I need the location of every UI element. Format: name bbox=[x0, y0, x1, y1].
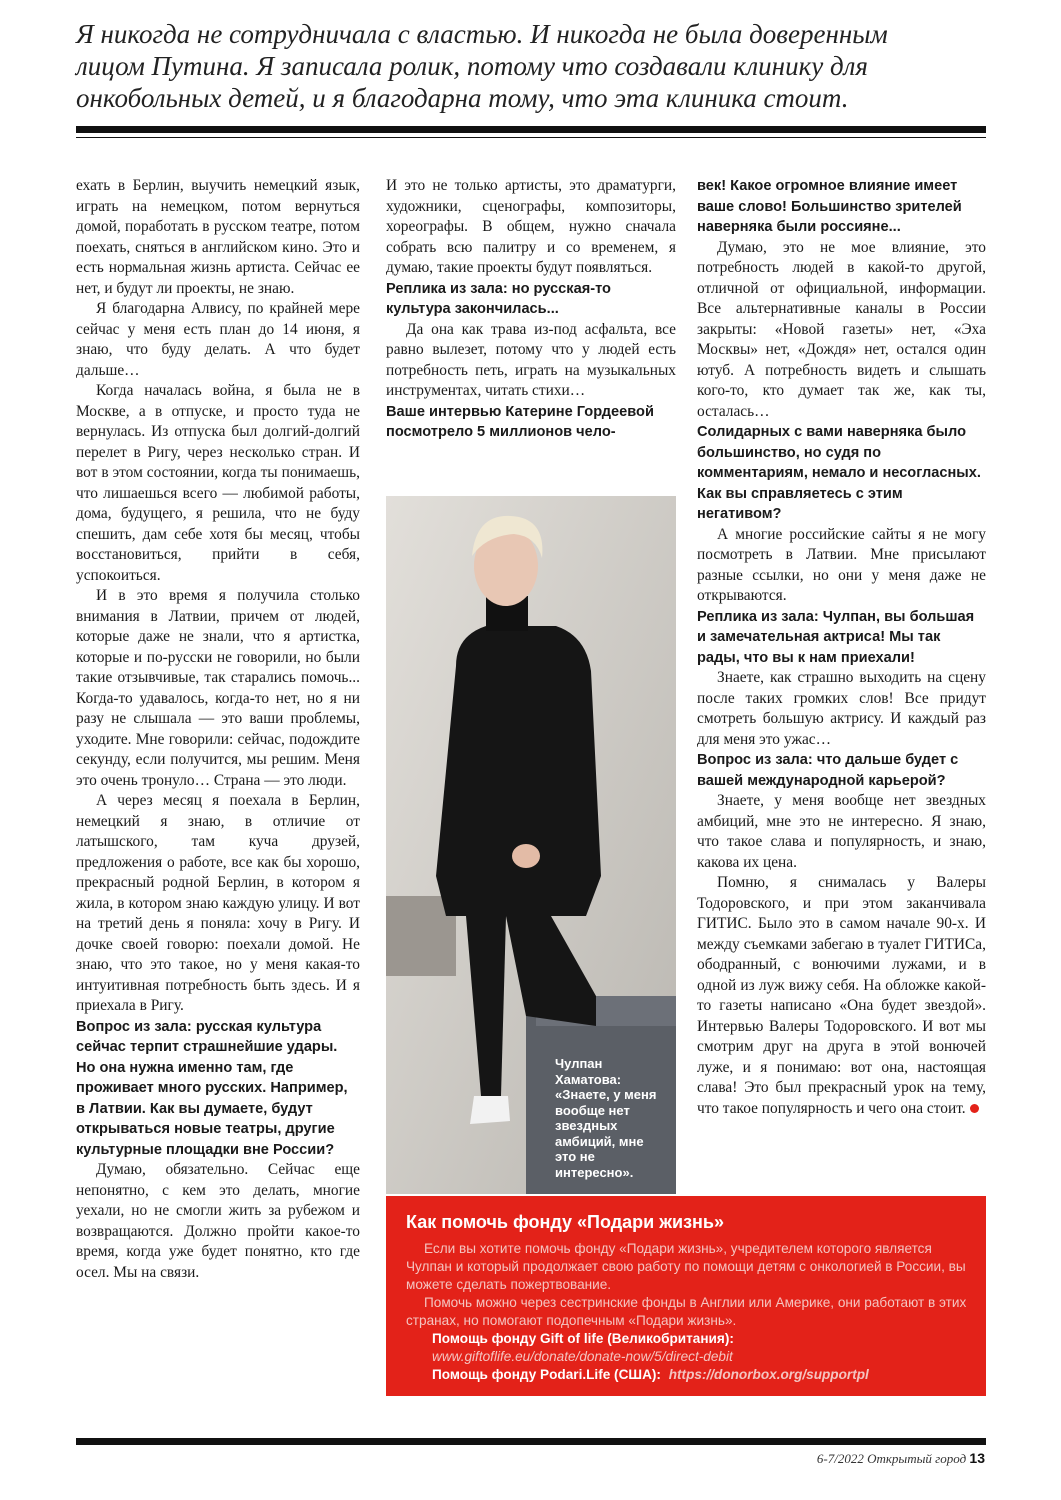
page-footer bbox=[817, 1450, 985, 1467]
donation-link-label-us bbox=[432, 1366, 971, 1384]
body-paragraph: Знаете, как страшно выходить на сцену после таких громких слов! Все придут смотреть большую актрису. И каждый раз для меня это ужас… bbox=[697, 669, 986, 748]
donation-link-uk[interactable]: www.giftoflife.eu/donate/donate-now/5/direct-debit bbox=[432, 1349, 733, 1364]
interview-question: Вопрос из зала: что дальше будет с вашей международной карьерой? bbox=[697, 752, 959, 789]
issue-number: 6-7/2022 bbox=[816, 1451, 864, 1466]
interview-question: Солидарных с вами наверняка было большинство, но судя по комментариям, немало и несогласных. Как вы справляетесь с этим негативом? bbox=[697, 424, 981, 522]
interview-question: Вопрос из зала: русская культура сейчас терпит страшнейшие удары. Но она нужна именно там, где проживает много русских. Например, в Латвии. Как вы думаете, будут открываться новые театры, другие культурные площадки вне России? bbox=[76, 1018, 348, 1158]
donation-text: Помочь можно через сестринские фонды в Англии или Америке, они работают в этих странах, но помогают подопечным «Подари жизнь». bbox=[406, 1295, 967, 1328]
interview-question: Реплика из зала: Чулпан, вы большая и замечательная актриса! Мы так рады, что вы к нам приехали! bbox=[697, 608, 975, 666]
body-paragraph: Когда началась война, я была не в Москве, а в отпуске, и просто туда не вернулась. Из отпуска был долгий-долгий перелет в Ригу, через несколько стран. И вот в этом состоянии, когда ты понимаешь, что лишаешься всего — любимой работы, дома, будущего, я решила, что не буду спешить, дам себе хотя бы месяц, чтобы восстановиться, прийти в себя, успокоиться. bbox=[76, 382, 360, 584]
donation-link-us[interactable]: https://donorbox.org/supportpl bbox=[668, 1367, 869, 1382]
donation-link-label-us-text: Помощь фонду Podari.Life (США): bbox=[432, 1367, 661, 1382]
photo-caption: Чулпан Хаматова: «Знаете, у меня вообще нет звездных амбиций, мне это не интересно». bbox=[555, 1056, 657, 1180]
donation-link-label-uk: Помощь фонду Gift of life (Великобритания): bbox=[432, 1331, 734, 1346]
interview-question: Реплика из зала: но русская-то культура закончилась... bbox=[386, 280, 611, 317]
donation-text: Если вы хотите помочь фонду «Подари жизнь», учредителем которого является Чулпан и который продолжает свою работу по помощи детям с онкологией в России, вы можете сделать пожертвование. bbox=[406, 1241, 966, 1292]
top-rule bbox=[76, 126, 986, 133]
body-paragraph: А через месяц я поехала в Берлин, немецкий я знаю, в отличие от латышского, там куча друзей, предложения о работе, все как бы хорошо, прекрасный родной Берлин, в котором я жила, в котором знаю каждую улицу. И вот на третий день я поняла: хочу в Ригу. И дочке своей говорю: поехали домой. Не знаю, что это такое, но у меня какая-то интуитивная потребность быть здесь. И я приехала в Ригу. bbox=[76, 792, 360, 1014]
bottom-rule bbox=[76, 1438, 986, 1445]
body-paragraph: Думаю, это не мое влияние, это потребность людей в какой-то другой, отличной от официальной, информации. Все альтернативные каналы в России закрыты: «Новой газеты» нет, «Эха Москвы» нет, «Дождя» нет, остался один ютуб. А потребность видеть и слышать кого-то, кто думает так же, как ты, осталась… bbox=[697, 238, 986, 420]
donation-box-body bbox=[406, 1240, 971, 1384]
column-2 bbox=[386, 176, 676, 443]
body-paragraph: А многие российские сайты я не могу посмотреть в Латвии. Мне присылают разные ссылки, но они у меня даже не открываются. bbox=[697, 525, 986, 604]
top-rule-thin bbox=[76, 137, 986, 138]
body-paragraph: И это не только артисты, это драматурги, художники, сценографы, композиторы, хореографы. В общем, нужно сначала собрать всю палитру и со временем, я думаю, такие проекты будут появляться. bbox=[386, 177, 676, 276]
donation-box bbox=[386, 1196, 986, 1396]
end-mark-icon bbox=[970, 1104, 979, 1113]
body-paragraph: Да она как трава из-под асфальта, все равно вылезет, потому что у людей есть потребность петь, играть на музыкальных инструментах, читать стихи… bbox=[386, 320, 676, 399]
body-paragraph: Знаете, у меня вообще нет звездных амбиций, мне это не интересно. Я знаю, что такое слава и популярность, и знаю, какова их цена. bbox=[697, 792, 986, 871]
body-paragraph: Я благодарна Алвису, по крайней мере сейчас у меня есть план до 14 июня, я знаю, что буду делать. А что будет дальше… bbox=[76, 300, 360, 379]
pull-quote-line: лицом Путина. Я записала ролик, потому что создавали клинику для bbox=[76, 51, 868, 81]
body-paragraph: И в это время я получила столько внимания в Латвии, причем от людей, которые даже не знали, что я артистка, которые и по-русски не говорили, но были такие отзывчивые, так старались помочь... Когда-то удавалось, когда-то нет, но я ни разу не слышала — это ваши проблемы, уходите. Мне говорили: сейчас, подождите секунду, если получится, мы решим. Меня это очень тронуло… Страна — это люди. bbox=[76, 587, 360, 789]
interview-question: век! Какое огромное влияние имеет ваше слово! Большинство зрителей наверняка были россияне... bbox=[697, 178, 962, 235]
interview-question: Ваше интервью Катерине Гордеевой посмотрело 5 миллионов чело- bbox=[386, 403, 654, 440]
page-number: 13 bbox=[969, 1450, 985, 1466]
body-paragraph: ехать в Берлин, выучить немецкий язык, играть на немецком, потом вернуться домой, поработать в русском театре, потом поехать, сняться в английском кино. Это и есть нормальная жизнь артиста. Сейчас ее нет, и будут ли проекты, не знаю. bbox=[76, 177, 360, 297]
column-1 bbox=[76, 176, 360, 1283]
pull-quote-line: Я никогда не сотрудничала с властью. И никогда не была доверенным bbox=[76, 19, 888, 49]
donation-box-title: Как помочь фонду «Подари жизнь» bbox=[406, 1212, 724, 1232]
magazine-name: Открытый город bbox=[867, 1451, 967, 1466]
pull-quote bbox=[76, 18, 986, 114]
column-3 bbox=[697, 176, 986, 1119]
body-paragraph: Помню, я снималась у Валеры Тодоровского, и при этом заканчивала ГИТИС. Было это в самом начале 90-х. И между съемками забегаю в туалет ГИТИСа, ободранный, с вонючими лужами, и в одной из луж вижу себя. На обложке какой-то газеты написано «Она будет звездой». Интервью Валеры Тодоровского. И вот мы смотрим друг на друга в этой вонючей луже, и я понимаю: вот она, настоящая слава! Это был прекрасный урок на тему, что такое популярность и чего она стоит. bbox=[697, 874, 986, 1117]
body-paragraph: Думаю, обязательно. Сейчас еще непонятно, с кем это делать, многие уехали, но не смогли жить за рубежом и возвращаются. Должно пройти какое-то время, когда уже будет понятно, кто где осел. Мы на связи. bbox=[76, 1161, 360, 1281]
pull-quote-line: онкобольных детей, и я благодарна тому, что эта клиника стоит. bbox=[76, 83, 849, 113]
